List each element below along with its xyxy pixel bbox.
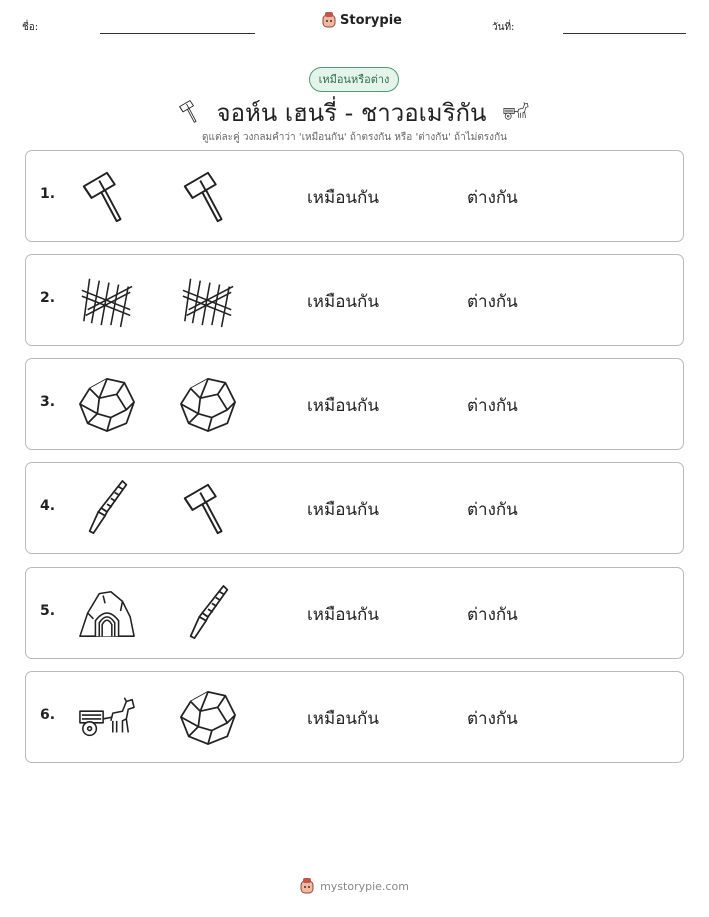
brand-logo [322, 12, 402, 28]
date-label: วันที่: [492, 22, 515, 33]
railroad-track-icon [179, 271, 237, 329]
hammer-icon [78, 167, 136, 225]
rock-icon [78, 375, 136, 433]
horse-cart-icon [78, 688, 136, 746]
footer-url[interactable]: mystorypie.com [320, 879, 409, 893]
row-number: 5. [40, 603, 56, 619]
different-option[interactable]: ต่างกัน [467, 605, 518, 625]
different-option[interactable]: ต่างกัน [467, 500, 518, 520]
worksheet-type-badge: เหมือนหรือต่าง [309, 67, 399, 92]
horse-cart-icon [500, 98, 532, 128]
same-option[interactable]: เหมือนกัน [307, 709, 379, 729]
mascot-icon [300, 878, 314, 894]
different-option[interactable]: ต่างกัน [467, 188, 518, 208]
row-number: 6. [40, 707, 56, 723]
hammer-icon [179, 479, 237, 537]
row-number: 3. [40, 394, 56, 410]
railroad-track-icon [78, 271, 136, 329]
same-option[interactable]: เหมือนกัน [307, 605, 379, 625]
name-line[interactable] [100, 33, 255, 34]
instructions: ดูแต่ละคู่ วงกลมคำว่า 'เหมือนกัน' ถ้าตรงกัน หรือ 'ต่างกัน' ถ้าไม่ตรงกัน [202, 132, 507, 143]
different-option[interactable]: ต่างกัน [467, 292, 518, 312]
row-number: 1. [40, 186, 56, 202]
same-option[interactable]: เหมือนกัน [307, 292, 379, 312]
rock-icon [179, 688, 237, 746]
exercise-card-6 [25, 671, 684, 763]
hammer-icon [177, 98, 203, 128]
steel-drill-icon [179, 584, 237, 642]
row-number: 2. [40, 290, 56, 306]
different-option[interactable]: ต่างกัน [467, 709, 518, 729]
steel-drill-icon [78, 479, 136, 537]
footer [0, 878, 709, 894]
exercise-card-1 [25, 150, 684, 242]
same-option[interactable]: เหมือนกัน [307, 396, 379, 416]
exercise-card-3 [25, 358, 684, 450]
exercise-card-2 [25, 254, 684, 346]
name-label: ชื่อ: [22, 22, 39, 33]
row-number: 4. [40, 498, 56, 514]
title-row [0, 93, 709, 132]
mascot-icon [322, 12, 336, 28]
same-option[interactable]: เหมือนกัน [307, 500, 379, 520]
tunnel-icon [78, 584, 136, 642]
different-option[interactable]: ต่างกัน [467, 396, 518, 416]
exercise-card-5 [25, 567, 684, 659]
same-option[interactable]: เหมือนกัน [307, 188, 379, 208]
page-title: จอห์น เฮนรี่ - ชาวอเมริกัน [216, 99, 487, 127]
hammer-icon [179, 167, 237, 225]
date-line[interactable] [563, 33, 686, 34]
exercise-card-4 [25, 462, 684, 554]
brand-name: Storypie [340, 12, 402, 28]
rock-icon [179, 375, 237, 433]
